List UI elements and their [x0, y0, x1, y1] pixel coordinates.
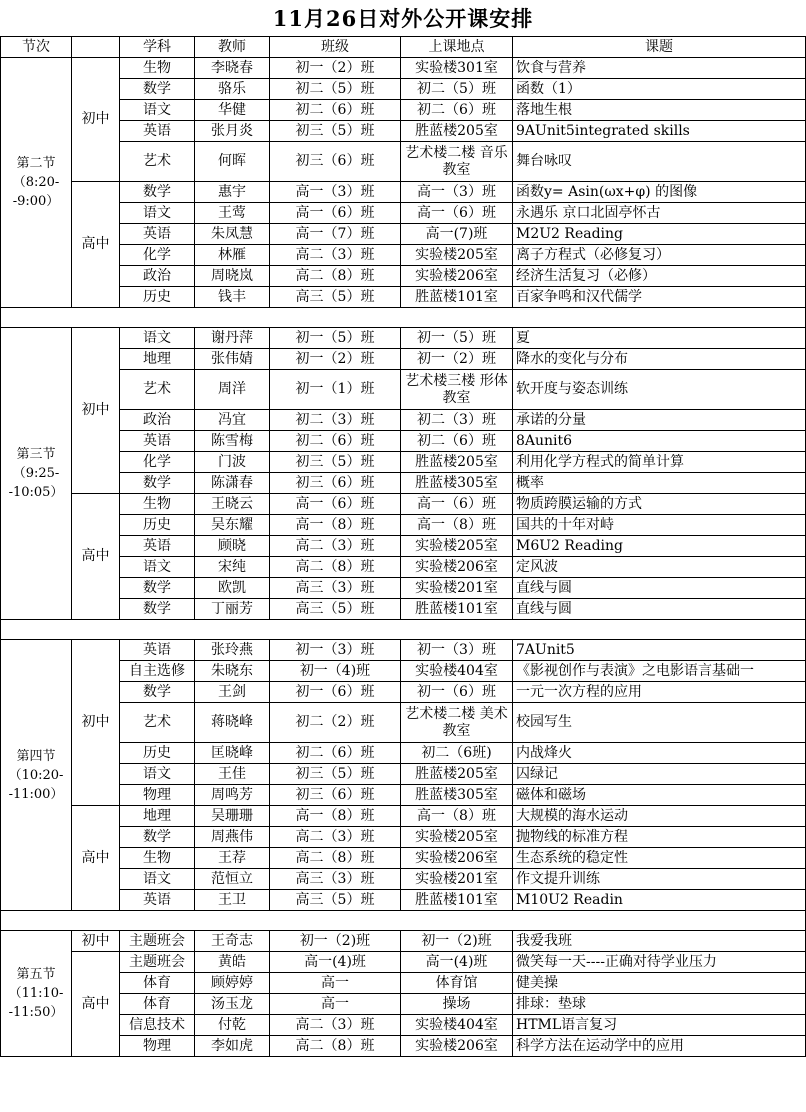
location-cell: 初一（3）班	[401, 640, 513, 661]
teacher-cell: 朱凤慧	[195, 224, 270, 245]
teacher-cell: 王佳	[195, 764, 270, 785]
subject-cell: 体育	[120, 994, 195, 1015]
class-cell: 初一（4)班	[270, 661, 401, 682]
class-cell: 初二（6）班	[270, 743, 401, 764]
subject-cell: 化学	[120, 452, 195, 473]
location-cell: 实验楼205室	[401, 245, 513, 266]
topic-cell: 内战烽火	[513, 743, 806, 764]
table-row	[1, 640, 806, 661]
subject-cell: 数学	[120, 827, 195, 848]
topic-cell: 《影视创作与表演》之电影语言基础一	[513, 661, 806, 682]
level-cell: 高中	[72, 182, 120, 308]
subject-cell: 政治	[120, 410, 195, 431]
table-row	[1, 142, 806, 182]
teacher-cell: 张玲燕	[195, 640, 270, 661]
subject-cell: 物理	[120, 785, 195, 806]
period-cell	[1, 931, 72, 1057]
subject-cell: 物理	[120, 1036, 195, 1057]
location-cell: 高一（3）班	[401, 182, 513, 203]
level-cell: 高中	[72, 806, 120, 911]
period-cell	[1, 640, 72, 911]
location-cell: 实验楼301室	[401, 58, 513, 79]
class-cell: 高三（5）班	[270, 890, 401, 911]
level-cell: 初中	[72, 328, 120, 494]
class-cell: 高一（6）班	[270, 203, 401, 224]
topic-cell: M10U2 Readin	[513, 890, 806, 911]
teacher-cell: 惠宇	[195, 182, 270, 203]
location-cell: 初二（5）班	[401, 79, 513, 100]
topic-cell: 健美操	[513, 973, 806, 994]
topic-cell: 饮食与营养	[513, 58, 806, 79]
subject-cell: 英语	[120, 640, 195, 661]
topic-cell: 物质跨膜运输的方式	[513, 494, 806, 515]
header-location: 上课地点	[401, 37, 513, 58]
table-row	[1, 557, 806, 578]
table-row	[1, 827, 806, 848]
table-row	[1, 703, 806, 743]
location-cell: 艺术楼二楼 美术教室	[401, 703, 513, 743]
subject-cell: 历史	[120, 743, 195, 764]
subject-cell: 英语	[120, 431, 195, 452]
topic-cell: 函数（1）	[513, 79, 806, 100]
header-class: 班级	[270, 37, 401, 58]
class-cell: 高二（8）班	[270, 557, 401, 578]
location-cell: 初二（6）班	[401, 100, 513, 121]
teacher-cell: 周晓岚	[195, 266, 270, 287]
topic-cell: 夏	[513, 328, 806, 349]
location-cell: 初一（2）班	[401, 349, 513, 370]
class-cell: 高二（3）班	[270, 536, 401, 557]
level-cell: 初中	[72, 640, 120, 806]
header-row	[1, 37, 806, 58]
subject-cell: 语文	[120, 869, 195, 890]
topic-cell: 7AUnit5	[513, 640, 806, 661]
class-cell: 高二（8）班	[270, 266, 401, 287]
teacher-cell: 林雁	[195, 245, 270, 266]
period-time: （9:25--10:05）	[8, 466, 64, 500]
table-row	[1, 806, 806, 827]
subject-cell: 主题班会	[120, 952, 195, 973]
class-cell: 高一（8）班	[270, 806, 401, 827]
schedule-table	[0, 36, 806, 1057]
topic-cell: 囚绿记	[513, 764, 806, 785]
table-row	[1, 410, 806, 431]
location-cell: 高一(4)班	[401, 952, 513, 973]
period-cell	[1, 58, 72, 308]
teacher-cell: 何晖	[195, 142, 270, 182]
subject-cell: 生物	[120, 494, 195, 515]
table-row	[1, 452, 806, 473]
table-row	[1, 349, 806, 370]
class-cell: 高二（3）班	[270, 827, 401, 848]
table-row	[1, 245, 806, 266]
topic-cell: 生态系统的稳定性	[513, 848, 806, 869]
class-cell: 高一（7）班	[270, 224, 401, 245]
topic-cell: 百家争鸣和汉代儒学	[513, 287, 806, 308]
class-cell: 初一（5）班	[270, 328, 401, 349]
topic-cell: 函数y= Asin(ωx+φ) 的图像	[513, 182, 806, 203]
teacher-cell: 张伟婧	[195, 349, 270, 370]
location-cell: 初一（2)班	[401, 931, 513, 952]
location-cell: 实验楼404室	[401, 661, 513, 682]
table-row	[1, 536, 806, 557]
teacher-cell: 宋纯	[195, 557, 270, 578]
location-cell: 初二（3）班	[401, 410, 513, 431]
location-cell: 实验楼206室	[401, 1036, 513, 1057]
header-period: 节次	[1, 37, 72, 58]
subject-cell: 数学	[120, 578, 195, 599]
class-cell: 高三（3）班	[270, 578, 401, 599]
topic-cell: 8Aunit6	[513, 431, 806, 452]
header-level	[72, 37, 120, 58]
spacer-row	[1, 911, 806, 931]
teacher-cell: 陈雪梅	[195, 431, 270, 452]
teacher-cell: 王晓云	[195, 494, 270, 515]
table-row	[1, 890, 806, 911]
topic-cell: 离子方程式（必修复习）	[513, 245, 806, 266]
location-cell: 胜蓝楼101室	[401, 890, 513, 911]
class-cell: 高二（3）班	[270, 1015, 401, 1036]
table-row	[1, 931, 806, 952]
class-cell: 初二（3）班	[270, 410, 401, 431]
class-cell: 高三（5）班	[270, 599, 401, 620]
teacher-cell: 汤玉龙	[195, 994, 270, 1015]
spacer-cell	[1, 911, 806, 931]
subject-cell: 英语	[120, 536, 195, 557]
teacher-cell: 王奇志	[195, 931, 270, 952]
table-row	[1, 1036, 806, 1057]
header-teacher: 教师	[195, 37, 270, 58]
class-cell: 高一（8）班	[270, 515, 401, 536]
period-name: 第五节	[16, 967, 56, 982]
teacher-cell: 周鸣芳	[195, 785, 270, 806]
period-time: （10:20--11:00）	[8, 767, 64, 802]
topic-cell: M6U2 Reading	[513, 536, 806, 557]
topic-cell: 直线与圆	[513, 599, 806, 620]
teacher-cell: 范恒立	[195, 869, 270, 890]
location-cell: 胜蓝楼205室	[401, 121, 513, 142]
table-row	[1, 952, 806, 973]
teacher-cell: 王莺	[195, 203, 270, 224]
subject-cell: 生物	[120, 58, 195, 79]
header-subject: 学科	[120, 37, 195, 58]
location-cell: 初二（6）班	[401, 431, 513, 452]
subject-cell: 艺术	[120, 142, 195, 182]
location-cell: 胜蓝楼205室	[401, 764, 513, 785]
table-row	[1, 203, 806, 224]
period-name: 第二节	[16, 156, 56, 171]
class-cell: 初一（6）班	[270, 682, 401, 703]
class-cell: 初二（6）班	[270, 431, 401, 452]
subject-cell: 英语	[120, 224, 195, 245]
class-cell: 初一（3）班	[270, 640, 401, 661]
level-cell: 初中	[72, 931, 120, 952]
subject-cell: 体育	[120, 973, 195, 994]
class-cell: 初一（2）班	[270, 58, 401, 79]
topic-cell: 软开度与姿态训练	[513, 370, 806, 410]
topic-cell: 国共的十年对峙	[513, 515, 806, 536]
subject-cell: 数学	[120, 182, 195, 203]
subject-cell: 艺术	[120, 703, 195, 743]
topic-cell: 校园写生	[513, 703, 806, 743]
subject-cell: 信息技术	[120, 1015, 195, 1036]
location-cell: 高一（8）班	[401, 806, 513, 827]
table-row	[1, 328, 806, 349]
spacer-row	[1, 620, 806, 640]
subject-cell: 数学	[120, 682, 195, 703]
location-cell: 体育馆	[401, 973, 513, 994]
subject-cell: 化学	[120, 245, 195, 266]
teacher-cell: 周燕伟	[195, 827, 270, 848]
table-row	[1, 370, 806, 410]
subject-cell: 政治	[120, 266, 195, 287]
subject-cell: 数学	[120, 599, 195, 620]
level-cell: 高中	[72, 952, 120, 1057]
class-cell: 高一	[270, 994, 401, 1015]
class-cell: 高二（8）班	[270, 1036, 401, 1057]
teacher-cell: 王荐	[195, 848, 270, 869]
location-cell: 胜蓝楼205室	[401, 452, 513, 473]
location-cell: 胜蓝楼305室	[401, 473, 513, 494]
location-cell: 高一（6）班	[401, 203, 513, 224]
class-cell: 初一（2）班	[270, 349, 401, 370]
topic-cell: 一元一次方程的应用	[513, 682, 806, 703]
period-cell	[1, 328, 72, 620]
topic-cell: M2U2 Reading	[513, 224, 806, 245]
teacher-cell: 顾婷婷	[195, 973, 270, 994]
subject-cell: 地理	[120, 806, 195, 827]
location-cell: 实验楼206室	[401, 266, 513, 287]
subject-cell: 语文	[120, 100, 195, 121]
topic-cell: 微笑每一天----正确对待学业压力	[513, 952, 806, 973]
subject-cell: 自主选修	[120, 661, 195, 682]
spacer-row	[1, 308, 806, 328]
table-row	[1, 473, 806, 494]
teacher-cell: 王卫	[195, 890, 270, 911]
topic-cell: 经济生活复习（必修）	[513, 266, 806, 287]
level-cell: 初中	[72, 58, 120, 182]
topic-cell: 大规模的海水运动	[513, 806, 806, 827]
location-cell: 胜蓝楼101室	[401, 287, 513, 308]
teacher-cell: 欧凯	[195, 578, 270, 599]
teacher-cell: 朱晓东	[195, 661, 270, 682]
subject-cell: 地理	[120, 349, 195, 370]
table-row	[1, 869, 806, 890]
class-cell: 初三（6）班	[270, 142, 401, 182]
topic-cell: 作文提升训练	[513, 869, 806, 890]
topic-cell: 抛物线的标准方程	[513, 827, 806, 848]
topic-cell: 直线与圆	[513, 578, 806, 599]
location-cell: 实验楼206室	[401, 848, 513, 869]
class-cell: 初三（6）班	[270, 473, 401, 494]
location-cell: 操场	[401, 994, 513, 1015]
location-cell: 实验楼205室	[401, 827, 513, 848]
topic-cell: HTML语言复习	[513, 1015, 806, 1036]
location-cell: 艺术楼三楼 形体教室	[401, 370, 513, 410]
spacer-cell	[1, 308, 806, 328]
class-cell: 初一（2)班	[270, 931, 401, 952]
table-row	[1, 100, 806, 121]
teacher-cell: 门波	[195, 452, 270, 473]
teacher-cell: 周洋	[195, 370, 270, 410]
topic-cell: 9AUnit5integrated skills	[513, 121, 806, 142]
teacher-cell: 王剑	[195, 682, 270, 703]
teacher-cell: 骆乐	[195, 79, 270, 100]
period-name: 第三节	[16, 447, 56, 462]
table-row	[1, 1015, 806, 1036]
teacher-cell: 李晓春	[195, 58, 270, 79]
class-cell: 高一(4)班	[270, 952, 401, 973]
table-row	[1, 182, 806, 203]
teacher-cell: 丁丽芳	[195, 599, 270, 620]
subject-cell: 艺术	[120, 370, 195, 410]
class-cell: 初二（2）班	[270, 703, 401, 743]
teacher-cell: 吴珊珊	[195, 806, 270, 827]
class-cell: 高一（3）班	[270, 182, 401, 203]
class-cell: 初二（5）班	[270, 79, 401, 100]
teacher-cell: 黄皓	[195, 952, 270, 973]
location-cell: 高一（8）班	[401, 515, 513, 536]
topic-cell: 舞台咏叹	[513, 142, 806, 182]
teacher-cell: 钱丰	[195, 287, 270, 308]
subject-cell: 数学	[120, 79, 195, 100]
location-cell: 胜蓝楼101室	[401, 599, 513, 620]
table-row	[1, 121, 806, 142]
spacer-cell	[1, 620, 806, 640]
class-cell: 初二（6）班	[270, 100, 401, 121]
subject-cell: 语文	[120, 557, 195, 578]
location-cell: 艺术楼二楼 音乐教室	[401, 142, 513, 182]
page-title: 11月26日对外公开课安排	[272, 6, 534, 31]
table-row	[1, 848, 806, 869]
location-cell: 实验楼201室	[401, 869, 513, 890]
topic-cell: 落地生根	[513, 100, 806, 121]
class-cell: 初一（1）班	[270, 370, 401, 410]
location-cell: 实验楼205室	[401, 536, 513, 557]
teacher-cell: 付乾	[195, 1015, 270, 1036]
header-topic: 课题	[513, 37, 806, 58]
subject-cell: 历史	[120, 515, 195, 536]
topic-cell: 科学方法在运动学中的应用	[513, 1036, 806, 1057]
subject-cell: 历史	[120, 287, 195, 308]
table-row	[1, 515, 806, 536]
teacher-cell: 陈潇春	[195, 473, 270, 494]
period-name: 第四节	[16, 748, 56, 764]
class-cell: 高三（3）班	[270, 869, 401, 890]
class-cell: 初三（5）班	[270, 452, 401, 473]
class-cell: 高一（6）班	[270, 494, 401, 515]
table-row	[1, 785, 806, 806]
topic-cell: 磁体和磁场	[513, 785, 806, 806]
teacher-cell: 李如虎	[195, 1036, 270, 1057]
class-cell: 高三（5）班	[270, 287, 401, 308]
location-cell: 高一(7)班	[401, 224, 513, 245]
topic-cell: 承诺的分量	[513, 410, 806, 431]
table-row	[1, 743, 806, 764]
table-row	[1, 682, 806, 703]
table-row	[1, 79, 806, 100]
teacher-cell: 华健	[195, 100, 270, 121]
table-row	[1, 58, 806, 79]
table-row	[1, 599, 806, 620]
table-row	[1, 431, 806, 452]
class-cell: 高二（8）班	[270, 848, 401, 869]
class-cell: 高一	[270, 973, 401, 994]
location-cell: 初二（6班)	[401, 743, 513, 764]
topic-cell: 永遇乐 京口北固亭怀古	[513, 203, 806, 224]
location-cell: 初一（6）班	[401, 682, 513, 703]
table-row	[1, 661, 806, 682]
teacher-cell: 蒋晓峰	[195, 703, 270, 743]
class-cell: 高二（3）班	[270, 245, 401, 266]
location-cell: 实验楼206室	[401, 557, 513, 578]
table-row	[1, 494, 806, 515]
table-row	[1, 973, 806, 994]
teacher-cell: 冯宜	[195, 410, 270, 431]
period-time: （8:20--9:00）	[12, 175, 60, 209]
class-cell: 初三（6）班	[270, 785, 401, 806]
table-row	[1, 224, 806, 245]
teacher-cell: 谢丹萍	[195, 328, 270, 349]
teacher-cell: 吴东耀	[195, 515, 270, 536]
topic-cell: 我爱我班	[513, 931, 806, 952]
subject-cell: 数学	[120, 473, 195, 494]
topic-cell: 降水的变化与分布	[513, 349, 806, 370]
topic-cell: 定风波	[513, 557, 806, 578]
topic-cell: 排球：垫球	[513, 994, 806, 1015]
topic-cell: 利用化学方程式的简单计算	[513, 452, 806, 473]
table-row	[1, 266, 806, 287]
location-cell: 初一（5）班	[401, 328, 513, 349]
subject-cell: 语文	[120, 328, 195, 349]
location-cell: 高一（6）班	[401, 494, 513, 515]
table-row	[1, 578, 806, 599]
table-row	[1, 764, 806, 785]
table-row	[1, 287, 806, 308]
subject-cell: 主题班会	[120, 931, 195, 952]
level-cell: 高中	[72, 494, 120, 620]
teacher-cell: 匡晓峰	[195, 743, 270, 764]
table-row	[1, 994, 806, 1015]
topic-cell: 概率	[513, 473, 806, 494]
teacher-cell: 张月炎	[195, 121, 270, 142]
teacher-cell: 顾晓	[195, 536, 270, 557]
subject-cell: 英语	[120, 121, 195, 142]
location-cell: 胜蓝楼305室	[401, 785, 513, 806]
period-time: （11:10--11:50）	[8, 986, 64, 1020]
subject-cell: 语文	[120, 764, 195, 785]
location-cell: 实验楼201室	[401, 578, 513, 599]
class-cell: 初三（5）班	[270, 121, 401, 142]
subject-cell: 英语	[120, 890, 195, 911]
location-cell: 实验楼404室	[401, 1015, 513, 1036]
subject-cell: 生物	[120, 848, 195, 869]
subject-cell: 语文	[120, 203, 195, 224]
class-cell: 初三（5）班	[270, 764, 401, 785]
